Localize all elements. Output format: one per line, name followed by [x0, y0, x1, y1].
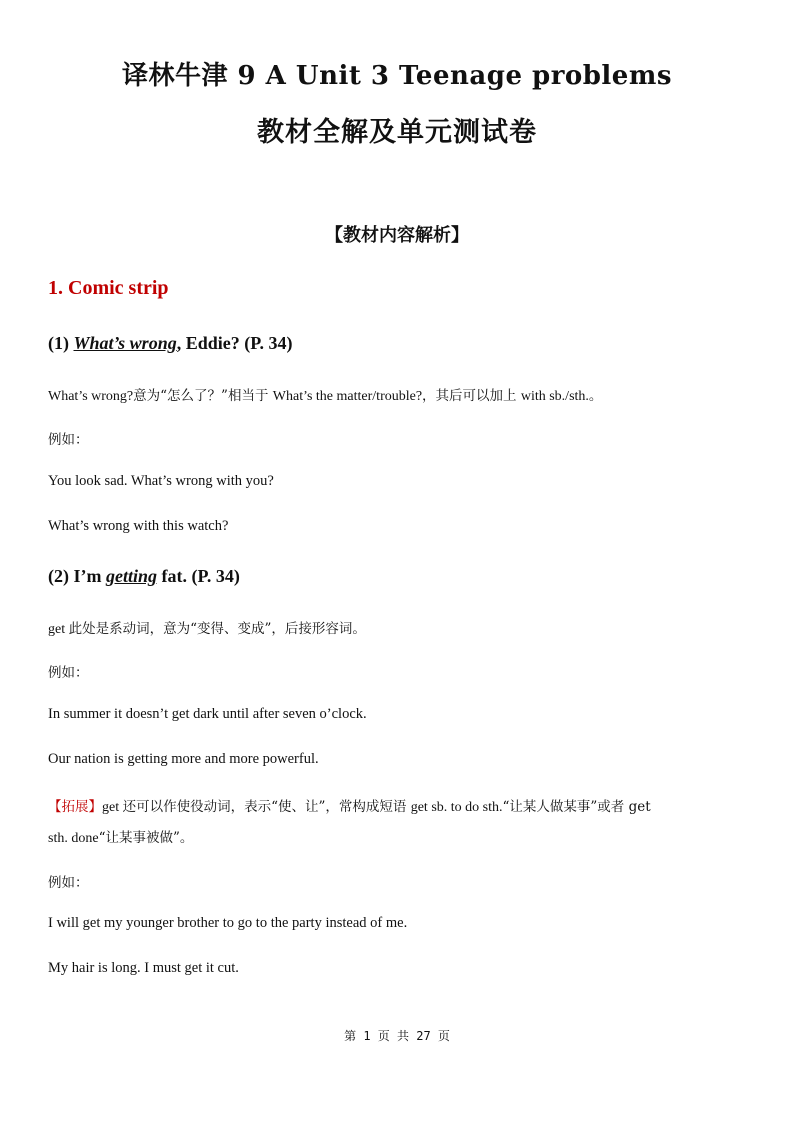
explain-text: What’s wrong? [48, 389, 134, 404]
explain-text: ，其后可以加上 [422, 388, 521, 404]
item2-explanation [48, 617, 366, 638]
extension-text: “让某事被做”。 [98, 830, 194, 846]
document-title: 译林牛津 9 A Unit 3 Teenage problems [121, 61, 673, 91]
example-sentence: Our nation is getting more and more powerful. [48, 751, 319, 767]
extension-text: sth. done [48, 831, 99, 846]
example-label: 例如： [48, 432, 89, 448]
item2-keyword: getting [105, 566, 157, 586]
extension-tag: 【拓展】 [48, 799, 102, 815]
document-subtitle: 教材全解及单元测试卷 [257, 117, 537, 148]
item2-heading [48, 566, 240, 587]
explain-text: with sb./sth. [520, 389, 589, 404]
item2-number: (2) I’m [48, 566, 106, 586]
extension-text: get [102, 800, 123, 815]
page-footer: 第 1 页 共 27 页 [344, 1029, 450, 1043]
example-sentence: My hair is long. I must get it cut. [48, 960, 239, 976]
extension-text: get sb. to do sth. [410, 800, 503, 815]
extension-text: “让某人做某事”或者 get [502, 799, 651, 815]
example-sentence: In summer it doesn’t get dark until after seven o’clock. [48, 706, 367, 722]
explain-text: 。 [588, 388, 603, 404]
extension-text: 还可以作使役动词，表示“使、让”，常构成短语 [122, 799, 411, 815]
explain-text: 意为“怎么了？”相当于 [133, 388, 273, 404]
part-heading: 1. Comic strip [48, 277, 169, 299]
example-sentence: What’s wrong with this watch? [48, 518, 229, 534]
item2-heading-rest: fat. (P. 34) [157, 566, 240, 586]
explain-text: What’s the matter/trouble? [272, 389, 423, 404]
extension-line-2 [48, 826, 193, 847]
example-sentence: You look sad. What’s wrong with you? [48, 473, 274, 489]
item1-keyword: What’s wrong [73, 333, 177, 353]
item1-heading [48, 333, 293, 354]
example-label: 例如： [48, 665, 89, 681]
item1-number: (1) [48, 333, 74, 353]
extension-line [48, 795, 651, 816]
item1-heading-rest: , Eddie? (P. 34) [176, 333, 293, 353]
explain-text: get [48, 622, 69, 637]
explain-text: 此处是系动词，意为“变得、变成”，后接形容词。 [68, 621, 366, 637]
item1-explanation [48, 384, 602, 405]
example-label: 例如： [48, 875, 89, 891]
section-heading: 【教材内容解析】 [325, 225, 469, 246]
example-sentence: I will get my younger brother to go to the party instead of me. [48, 915, 408, 931]
